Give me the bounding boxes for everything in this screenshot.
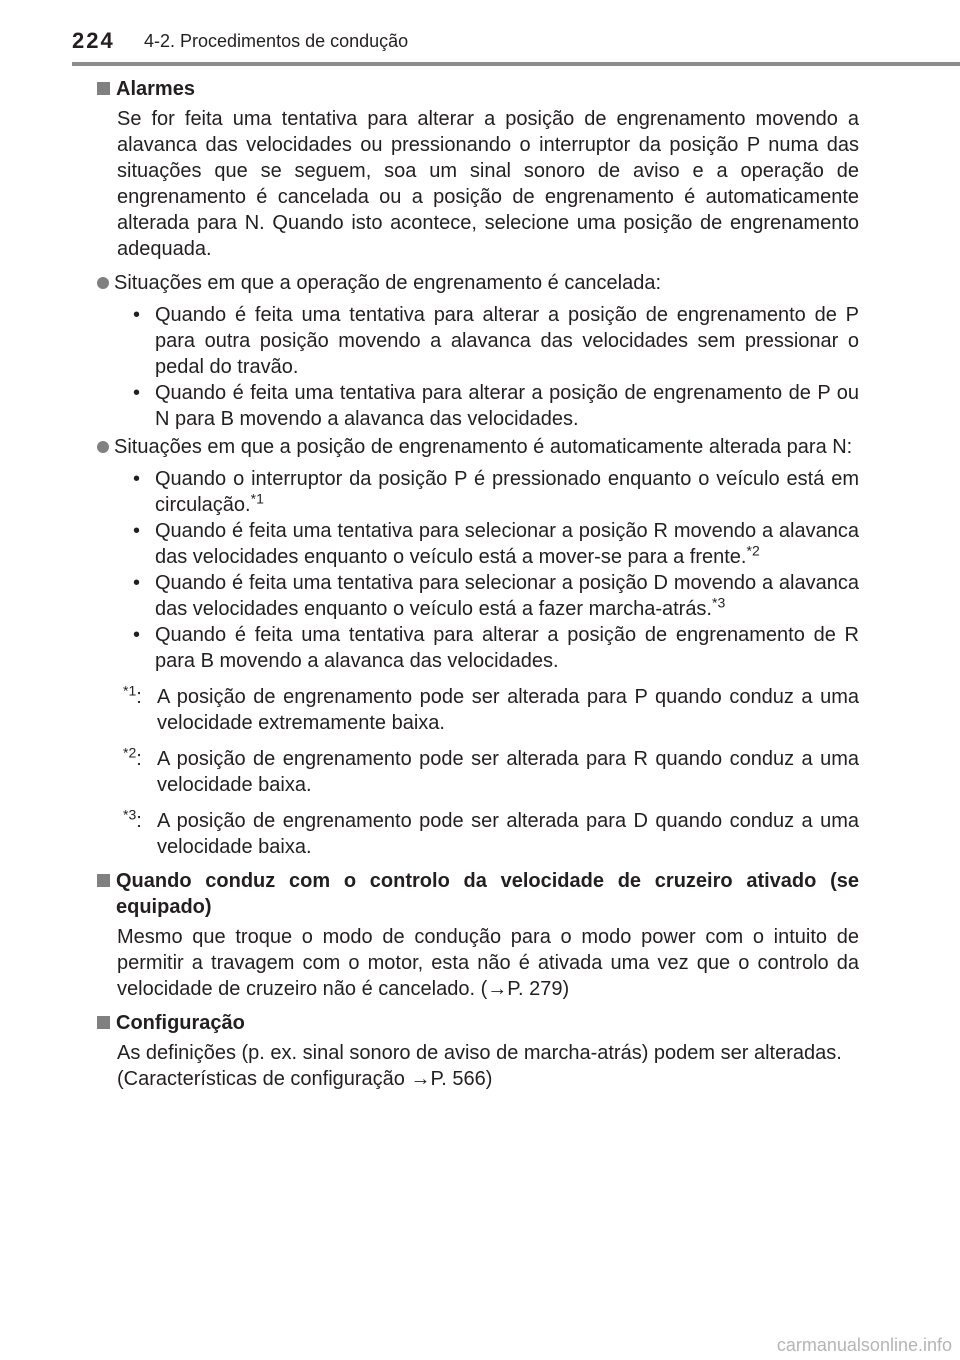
alarmes-body: Se for feita uma tentativa para alterar a posição de engrenamento movendo a alavanca das velocidades ou pressionando o interruptor da posição P numa das situações que se seguem, soa um sinal sonoro de aviso e a operação de engrenamento é cancelada ou a posição de engrenamento é automaticamente alterada para N. Quando isto acontece, selecione uma posição de engrenamento adequada. <box>117 108 859 260</box>
list-item: • Quando é feita uma tentativa para alterar a posição de engrenamento de R para B movendo a alavanca das velocidades. <box>133 624 859 672</box>
config-body: As definições (p. ex. sinal sonoro de aviso de marcha-atrás) podem ser alteradas. (Características de configuração →P. 566) <box>117 1042 842 1090</box>
group-cancelled <box>97 270 859 296</box>
group-cancelled-title: Situações em que a operação de engrenamento é cancelada: <box>114 272 662 294</box>
page-content <box>97 76 859 1092</box>
footnote-ref: *2 <box>746 542 760 559</box>
bullet-dot: • <box>133 468 141 490</box>
watermark: carmanualsonline.info <box>776 1335 952 1355</box>
square-bullet-icon <box>97 874 110 887</box>
group-auto-n-list <box>133 466 859 674</box>
page-number: 224 <box>72 28 115 53</box>
chapter-title: 4-2. Procedimentos de condução <box>144 31 409 51</box>
cruise-body: Mesmo que troque o modo de condução para o modo power com o intuito de permitir a travagem com o motor, esta não é ativada uma vez que o controlo da velocidade de cruzeiro não é cancelado. (→P. 279) <box>117 926 859 1000</box>
footnote-3: $^{*3}$: A posição de engrenamento pode ser alterada para D quando conduz a uma velocidade baixa. <box>123 806 859 858</box>
circle-bullet-icon <box>97 441 109 453</box>
page-header <box>0 0 960 70</box>
section-cruise-title: Quando conduz com o controlo da velocidade de cruzeiro ativado (se equipado) <box>97 868 859 920</box>
bullet-dot: • <box>133 624 141 646</box>
bullet-dot: • <box>133 520 141 542</box>
square-bullet-icon <box>97 82 110 95</box>
group-auto-n-title: Situações em que a posição de engrenamento é automaticamente alterada para N: <box>114 436 853 458</box>
group-auto-n <box>97 434 859 460</box>
arrow-right-icon: → <box>410 1068 431 1090</box>
list-item: • Quando é feita uma tentativa para selecionar a posição D movendo a alavanca das velocidades enquanto o veículo está a fazer marcha-atrás.$^{*3}$ <box>133 572 859 620</box>
list-item: • Quando é feita uma tentativa para alterar a posição de engrenamento de P para outra posição movendo a alavanca das velocidades sem pressionar o pedal do travão. <box>133 304 859 378</box>
bullet-dot: • <box>133 304 141 326</box>
footnote-ref: *3 <box>712 594 726 611</box>
square-bullet-icon <box>97 1016 110 1029</box>
footnote-ref: *1 <box>250 490 264 507</box>
circle-bullet-icon <box>97 277 109 289</box>
group-cancelled-list <box>133 302 859 432</box>
section-config-title: Configuração <box>97 1010 859 1036</box>
bullet-dot: • <box>133 572 141 594</box>
list-item: • Quando é feita uma tentativa para alterar a posição de engrenamento de P ou N para B movendo a alavanca das velocidades. <box>133 382 859 430</box>
footnote-1: $^{*1}$: A posição de engrenamento pode ser alterada para P quando conduz a uma velocidade extremamente baixa. <box>123 682 859 734</box>
section-alarmes-title: Alarmes <box>97 76 859 102</box>
list-item: • Quando é feita uma tentativa para selecionar a posição R movendo a alavanca das velocidades enquanto o veículo está a mover-se para a frente.$^{*2}$ <box>133 520 859 568</box>
arrow-right-icon: → <box>487 978 508 1000</box>
page-ref-link: P. 566) <box>430 1068 493 1090</box>
bullet-dot: • <box>133 382 141 404</box>
page-ref-link: P. 279) <box>507 978 570 1000</box>
footnote-2: $^{*2}$: A posição de engrenamento pode ser alterada para R quando conduz a uma velocidade baixa. <box>123 744 859 796</box>
list-item: • Quando o interruptor da posição P é pressionado enquanto o veículo está em circulação.$^{*1}$ <box>133 468 859 516</box>
header-rule <box>72 62 960 66</box>
